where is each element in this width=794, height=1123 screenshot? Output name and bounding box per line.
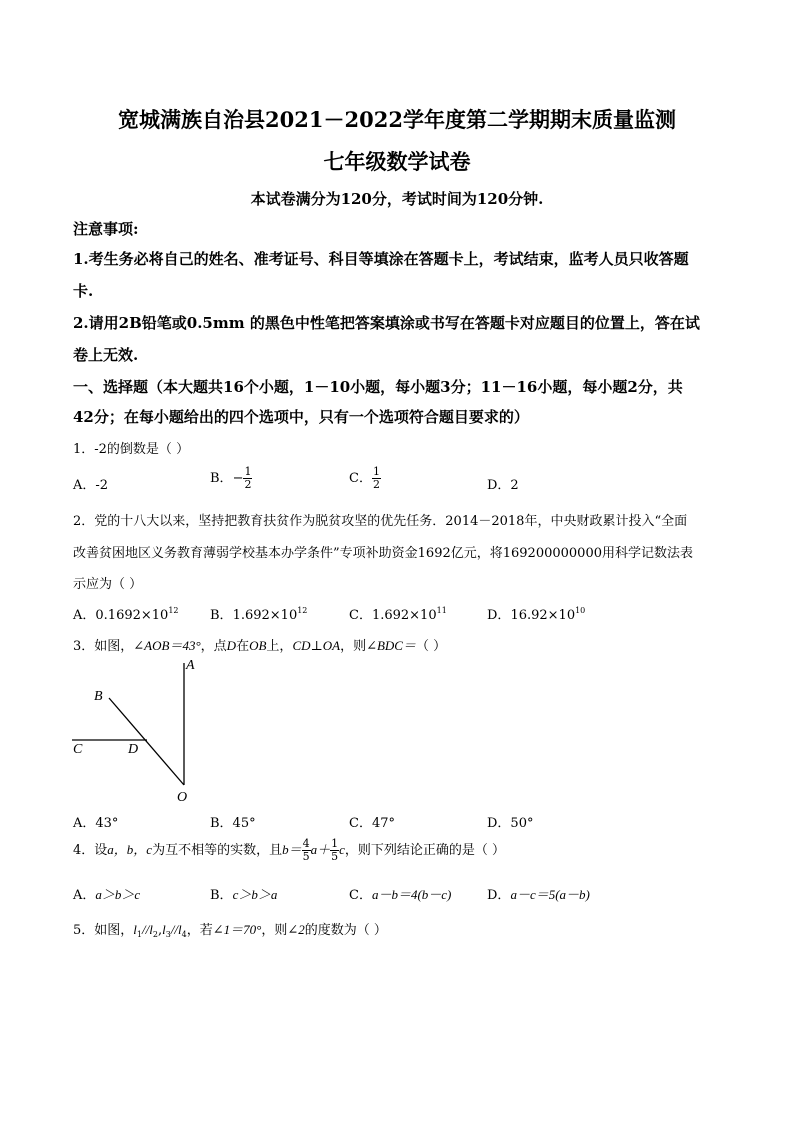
q3-label-o: O: [177, 790, 188, 805]
q2-option-b-exponent: 12: [297, 606, 308, 615]
q5-angle-1: ∠1＝70°: [212, 922, 262, 937]
q5-stem-prefix: 5．如图，: [73, 923, 134, 938]
q3-point-d: D: [226, 638, 237, 653]
q4-stem: [73, 838, 505, 863]
q4-option-d-label: D．: [487, 888, 511, 903]
section-1-heading-line-1: 一、选择题（本大题共16个小题，1－10小题，每小题3分；11－16小题，每小题2分，共: [73, 378, 683, 396]
exam-subtitle-grade: 七年级数学试卷: [323, 149, 471, 174]
q2-option-d-base: 16.92×10: [510, 608, 576, 623]
exam-title: 宽城满族自治县2021－2022学年度第二学期期末质量监测: [118, 107, 676, 132]
q5-parallel-2: //: [170, 922, 179, 937]
q4-option-c-label: C．: [349, 888, 372, 903]
q1-option-c: [349, 466, 381, 491]
q4-stem-post: ，则下列结论正确的是（ ）: [344, 843, 506, 858]
q3-stem: [73, 635, 446, 654]
q3-ray-ob: [109, 698, 184, 785]
q4-option-b-expr: c＞b＞a: [232, 887, 278, 902]
q3-label-c: C: [73, 742, 83, 757]
q2-option-c-label: C．: [349, 608, 372, 623]
q1-option-c-numerator: 1: [372, 465, 380, 478]
q3-label-b: B: [94, 689, 103, 704]
q3-option-c: C．47°: [349, 816, 395, 831]
q4-eq-end: c: [339, 842, 345, 857]
q2-option-c-base: 1.692×10: [371, 608, 437, 623]
q3-stem-part-1: ，点: [200, 639, 227, 654]
q5-stem: [73, 919, 387, 939]
q4-fraction-1-denominator: 5: [302, 850, 310, 863]
q5-l4-subscript: 4: [181, 930, 187, 939]
q4-stem-prefix: 4．设: [73, 843, 108, 858]
q3-geometry-figure: [68, 655, 208, 805]
q1-option-a: A．-2: [73, 478, 109, 493]
q2-option-b-base: 1.692×10: [232, 608, 298, 623]
q4-option-c-expr: a－b＝4(b－c): [371, 887, 452, 902]
q4-fraction-1-numerator: 4: [302, 837, 310, 850]
q4-option-b: [210, 884, 277, 903]
q1-option-b-sign: −: [232, 471, 244, 486]
q4-option-d-expr: a－c＝5(a－b): [510, 887, 590, 902]
q1-option-c-label: C．: [349, 471, 372, 486]
q4-option-a-expr: a＞b＞c: [95, 887, 141, 902]
q3-stem-number: 3．如图，: [73, 639, 134, 654]
q2-stem-line-1: 2．党的十八大以来，坚持把教育扶贫作为脱贫攻坚的优先任务．2014－2018年，中央财政累计投入“全面: [73, 514, 688, 529]
q5-l3-subscript: 3: [165, 930, 171, 939]
q1-option-b-fraction: [243, 466, 252, 491]
q3-target-angle: ∠BDC＝: [366, 638, 416, 653]
q5-stem-middle: ，若: [186, 923, 213, 938]
section-1-heading-line-2: 42分；在每小题给出的四个选项中，只有一个选项符合题目要求的）: [73, 408, 529, 426]
q2-option-d-label: D．: [487, 608, 511, 623]
q3-option-d: D．50°: [487, 816, 534, 831]
q5-angle-2: ∠2: [287, 922, 305, 937]
q4-option-a-label: A．: [73, 888, 96, 903]
q2-option-b-label: B．: [210, 608, 233, 623]
q3-stem-part-3: 上，: [266, 639, 293, 654]
q4-stem-middle: 为互不相等的实数，且: [152, 843, 283, 858]
q1-option-b-denominator: 2: [244, 478, 252, 491]
q3-angle-aob: ∠AOB＝43°: [133, 638, 201, 653]
q3-perpendicular: CD⊥OA: [292, 638, 341, 653]
q1-option-d: D．2: [487, 478, 519, 493]
q2-option-a-base: 0.1692×10: [95, 608, 169, 623]
q3-stem-end: （ ）: [415, 639, 447, 654]
q2-stem-line-2: 改善贫困地区义务教育薄弱学校基本办学条件”专项补助资金1692亿元，将169200000000用科学记数法表: [73, 546, 693, 561]
q1-option-c-denominator: 2: [372, 478, 380, 491]
q5-stem-middle-2: ，则: [261, 923, 288, 938]
q4-fraction-2-denominator: 5: [331, 850, 339, 863]
q5-l2-subscript: 2: [152, 930, 158, 939]
q1-option-c-fraction: [372, 466, 381, 491]
q4-option-b-label: B．: [210, 888, 233, 903]
q5-l1-subscript: 1: [136, 930, 142, 939]
q3-option-b: B．45°: [210, 816, 256, 831]
q4-fraction-4-5: [302, 838, 311, 863]
q3-label-a: A: [186, 658, 195, 673]
exam-instructions-time: 本试卷满分为120分，考试时间为120分钟.: [250, 190, 544, 208]
q5-comma: ,: [157, 923, 163, 938]
notes-heading: 注意事项:: [73, 220, 139, 238]
q2-option-b: [210, 604, 307, 623]
notes-item-1-line-1: 1.考生务必将自己的姓名、准考证号、科目等填涂在答题卡上，考试结束，监考人员只收答题: [73, 250, 689, 268]
q2-option-a-exponent: 12: [168, 606, 179, 615]
q4-variables: a，b，c: [107, 842, 153, 857]
q2-stem-line-3: 示应为（ ）: [73, 577, 143, 592]
q1-option-b: [210, 466, 252, 491]
q5-l2: l: [149, 922, 153, 937]
q4-option-d: [487, 884, 590, 903]
q4-fraction-1-5: [330, 838, 339, 863]
q3-stem-part-4: ，则: [340, 639, 367, 654]
q2-option-a-label: A．: [73, 608, 96, 623]
q4-eq-middle: a＋: [310, 842, 331, 857]
notes-item-2-line-1: 2.请用2B铅笔或0.5mm 的黑色中性笔把答案填涂或书写在答题卡对应题目的位置上，答在试: [73, 314, 700, 332]
q3-line-ob: OB: [249, 638, 267, 653]
q5-l4: l: [178, 922, 182, 937]
q5-parallel-1: //: [142, 922, 150, 937]
q3-option-a: A．43°: [73, 816, 119, 831]
q4-eq-lhs: b＝: [282, 842, 302, 857]
q1-option-b-numerator: 1: [244, 465, 252, 478]
q2-option-c: [349, 604, 447, 623]
q5-l3: l: [162, 922, 166, 937]
q3-stem-part-2: 在: [236, 639, 250, 654]
notes-item-1-line-2: 卡.: [73, 282, 94, 300]
q1-stem: 1．-2的倒数是（ ）: [73, 442, 190, 457]
q4-option-a: [73, 884, 140, 903]
notes-item-2-line-2: 卷上无效.: [73, 346, 139, 364]
q2-option-d-exponent: 10: [575, 606, 586, 615]
q2-option-c-exponent: 11: [436, 606, 447, 615]
q1-option-b-label: B．: [210, 471, 233, 486]
q3-label-d: D: [128, 742, 139, 757]
q2-option-a: [73, 604, 179, 623]
q4-fraction-2-numerator: 1: [331, 837, 339, 850]
q2-option-d: [487, 604, 585, 623]
q5-stem-end: 的度数为（ ）: [304, 923, 387, 938]
q5-l1: l: [133, 922, 137, 937]
q4-option-c: [349, 884, 451, 903]
